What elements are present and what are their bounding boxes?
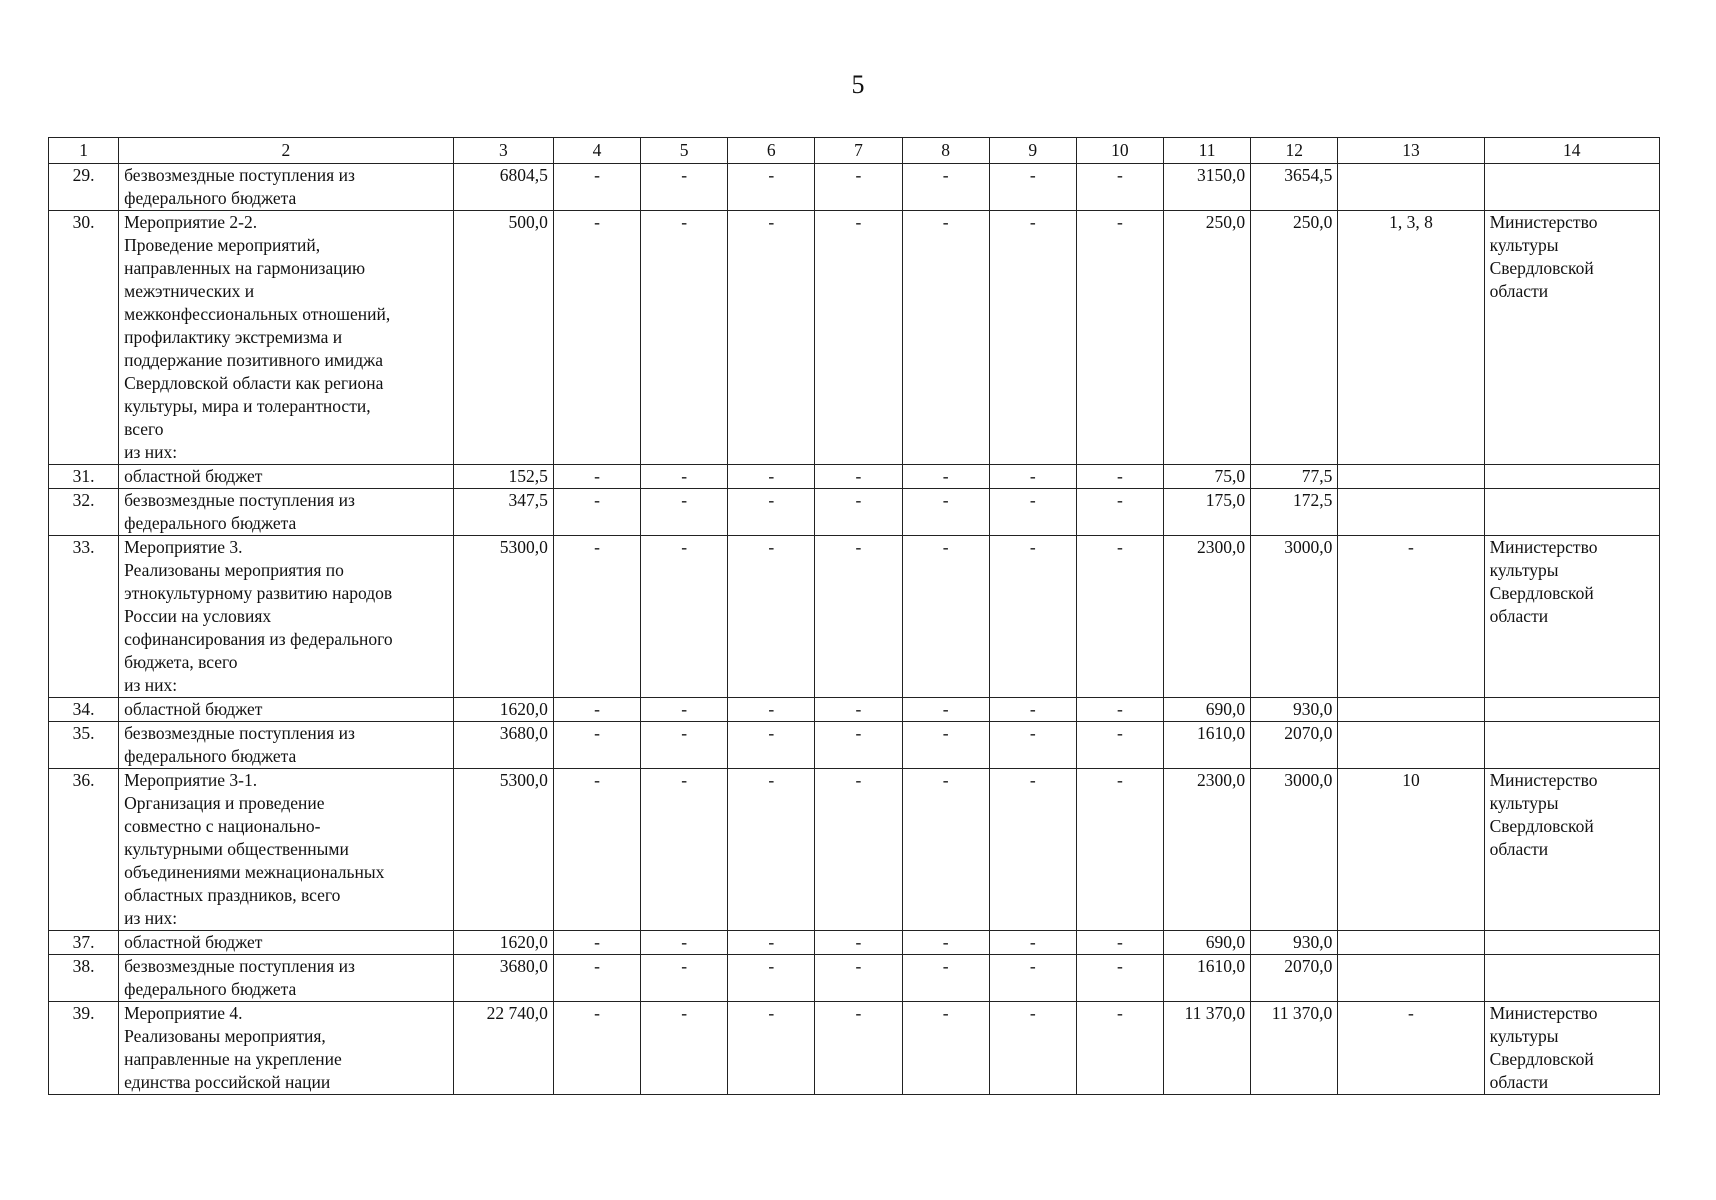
year-cell-c12: 77,5	[1251, 465, 1338, 489]
table-row	[49, 722, 1660, 769]
year-cell-c10: -	[1076, 1002, 1163, 1095]
table-row	[49, 536, 1660, 698]
executor-cell	[1484, 698, 1659, 722]
target-indicator-cell	[1338, 465, 1484, 489]
column-header: 10	[1076, 138, 1163, 164]
year-cell-c7: -	[815, 769, 902, 931]
description-line: Реализованы мероприятия по	[124, 560, 344, 580]
total-cell: 3680,0	[453, 955, 553, 1002]
column-header: 13	[1338, 138, 1484, 164]
description-cell	[119, 769, 454, 931]
description-line: Мероприятие 3-1.	[124, 770, 258, 790]
column-header: 14	[1484, 138, 1659, 164]
target-indicator-cell: -	[1338, 1002, 1484, 1095]
year-cell-c6: -	[728, 769, 815, 931]
description-line: культурными общественными	[124, 839, 349, 859]
year-cell-c12: 3000,0	[1251, 769, 1338, 931]
year-cell-c11: 3150,0	[1164, 164, 1251, 211]
row-number-cell: 29.	[49, 164, 119, 211]
row-number-cell: 38.	[49, 955, 119, 1002]
table-row	[49, 489, 1660, 536]
column-header: 3	[453, 138, 553, 164]
table-row	[49, 164, 1660, 211]
year-cell-c5: -	[641, 769, 728, 931]
description-line: объединениями межнациональных	[124, 862, 385, 882]
year-cell-c9: -	[989, 164, 1076, 211]
table-body	[49, 138, 1660, 1095]
description-line: софинансирования из федерального	[124, 629, 393, 649]
executor-cell	[1484, 489, 1659, 536]
year-cell-c6: -	[728, 698, 815, 722]
column-header: 12	[1251, 138, 1338, 164]
year-cell-c7: -	[815, 164, 902, 211]
description-cell	[119, 211, 454, 465]
executor-cell	[1484, 722, 1659, 769]
total-cell: 1620,0	[453, 698, 553, 722]
description-cell	[119, 931, 454, 955]
description-cell	[119, 465, 454, 489]
table-row	[49, 1002, 1660, 1095]
year-cell-c12: 11 370,0	[1251, 1002, 1338, 1095]
year-cell-c11: 75,0	[1164, 465, 1251, 489]
year-cell-c4: -	[553, 1002, 640, 1095]
year-cell-c5: -	[641, 931, 728, 955]
year-cell-c12: 250,0	[1251, 211, 1338, 465]
year-cell-c10: -	[1076, 698, 1163, 722]
executor-line: Министерство	[1489, 1003, 1598, 1023]
year-cell-c7: -	[815, 698, 902, 722]
year-cell-c11: 2300,0	[1164, 769, 1251, 931]
year-cell-c5: -	[641, 698, 728, 722]
target-indicator-cell: 10	[1338, 769, 1484, 931]
year-cell-c11: 2300,0	[1164, 536, 1251, 698]
year-cell-c11: 175,0	[1164, 489, 1251, 536]
year-cell-c10: -	[1076, 769, 1163, 931]
executor-line: Свердловской	[1489, 1049, 1594, 1069]
year-cell-c8: -	[902, 931, 989, 955]
year-cell-c7: -	[815, 1002, 902, 1095]
year-cell-c9: -	[989, 955, 1076, 1002]
description-cell	[119, 698, 454, 722]
table-row	[49, 465, 1660, 489]
description-line: из них:	[124, 675, 178, 695]
executor-cell	[1484, 955, 1659, 1002]
description-line: поддержание позитивного имиджа	[124, 350, 384, 370]
executor-cell	[1484, 931, 1659, 955]
description-line: Организация и проведение	[124, 793, 325, 813]
year-cell-c9: -	[989, 722, 1076, 769]
total-cell: 5300,0	[453, 769, 553, 931]
year-cell-c10: -	[1076, 489, 1163, 536]
description-line: бюджета, всего	[124, 652, 238, 672]
year-cell-c6: -	[728, 489, 815, 536]
year-cell-c4: -	[553, 465, 640, 489]
year-cell-c4: -	[553, 489, 640, 536]
year-cell-c5: -	[641, 164, 728, 211]
year-cell-c4: -	[553, 769, 640, 931]
column-header: 4	[553, 138, 640, 164]
target-indicator-cell: 1, 3, 8	[1338, 211, 1484, 465]
target-indicator-cell	[1338, 489, 1484, 536]
year-cell-c6: -	[728, 164, 815, 211]
budget-table	[48, 137, 1660, 1095]
column-header: 7	[815, 138, 902, 164]
year-cell-c12: 2070,0	[1251, 722, 1338, 769]
description-line: России на условиях	[124, 606, 272, 626]
description-line: межконфессиональных отношений,	[124, 304, 391, 324]
year-cell-c4: -	[553, 722, 640, 769]
year-cell-c5: -	[641, 489, 728, 536]
year-cell-c5: -	[641, 722, 728, 769]
table-row	[49, 698, 1660, 722]
row-number-cell: 31.	[49, 465, 119, 489]
total-cell: 347,5	[453, 489, 553, 536]
year-cell-c12: 930,0	[1251, 698, 1338, 722]
year-cell-c9: -	[989, 1002, 1076, 1095]
year-cell-c10: -	[1076, 931, 1163, 955]
description-line: Мероприятие 3.	[124, 537, 243, 557]
executor-line: Свердловской	[1489, 816, 1594, 836]
year-cell-c11: 250,0	[1164, 211, 1251, 465]
description-cell	[119, 955, 454, 1002]
table-row	[49, 769, 1660, 931]
year-cell-c5: -	[641, 465, 728, 489]
description-line: областной бюджет	[124, 466, 263, 486]
year-cell-c10: -	[1076, 164, 1163, 211]
description-line: направленные на укрепление	[124, 1049, 342, 1069]
description-cell	[119, 536, 454, 698]
description-line: из них:	[124, 442, 178, 462]
year-cell-c10: -	[1076, 465, 1163, 489]
description-line: безвозмездные поступления из	[124, 490, 355, 510]
executor-line: области	[1489, 606, 1549, 626]
description-line: областных праздников, всего	[124, 885, 341, 905]
year-cell-c4: -	[553, 211, 640, 465]
year-cell-c10: -	[1076, 722, 1163, 769]
description-cell	[119, 164, 454, 211]
executor-line: культуры	[1489, 235, 1559, 255]
executor-cell	[1484, 465, 1659, 489]
year-cell-c5: -	[641, 211, 728, 465]
year-cell-c7: -	[815, 722, 902, 769]
year-cell-c12: 3654,5	[1251, 164, 1338, 211]
description-line: межэтнических и	[124, 281, 255, 301]
description-line: безвозмездные поступления из	[124, 165, 355, 185]
column-header: 5	[641, 138, 728, 164]
year-cell-c5: -	[641, 955, 728, 1002]
year-cell-c4: -	[553, 164, 640, 211]
description-line: Реализованы мероприятия,	[124, 1026, 326, 1046]
description-line: областной бюджет	[124, 699, 263, 719]
year-cell-c8: -	[902, 1002, 989, 1095]
year-cell-c9: -	[989, 536, 1076, 698]
description-line: этнокультурному развитию народов	[124, 583, 393, 603]
year-cell-c8: -	[902, 536, 989, 698]
description-line: федерального бюджета	[124, 188, 297, 208]
year-cell-c6: -	[728, 955, 815, 1002]
executor-line: Министерство	[1489, 770, 1598, 790]
description-line: профилактику экстремизма и	[124, 327, 343, 347]
description-line: федерального бюджета	[124, 513, 297, 533]
column-header: 9	[989, 138, 1076, 164]
description-line: Проведение мероприятий,	[124, 235, 321, 255]
target-indicator-cell	[1338, 931, 1484, 955]
year-cell-c8: -	[902, 465, 989, 489]
description-cell	[119, 722, 454, 769]
year-cell-c8: -	[902, 955, 989, 1002]
description-cell	[119, 1002, 454, 1095]
description-line: областной бюджет	[124, 932, 263, 952]
column-number-row	[49, 138, 1660, 164]
year-cell-c5: -	[641, 1002, 728, 1095]
total-cell: 500,0	[453, 211, 553, 465]
year-cell-c7: -	[815, 489, 902, 536]
year-cell-c4: -	[553, 536, 640, 698]
executor-line: культуры	[1489, 793, 1559, 813]
year-cell-c10: -	[1076, 211, 1163, 465]
year-cell-c9: -	[989, 931, 1076, 955]
row-number-cell: 30.	[49, 211, 119, 465]
row-number-cell: 32.	[49, 489, 119, 536]
column-header: 6	[728, 138, 815, 164]
year-cell-c7: -	[815, 931, 902, 955]
description-line: культуры, мира и толерантности,	[124, 396, 371, 416]
year-cell-c12: 930,0	[1251, 931, 1338, 955]
table-row	[49, 931, 1660, 955]
year-cell-c4: -	[553, 931, 640, 955]
executor-cell	[1484, 164, 1659, 211]
executor-cell	[1484, 769, 1659, 931]
description-line: безвозмездные поступления из	[124, 723, 355, 743]
description-line: безвозмездные поступления из	[124, 956, 355, 976]
page-number: 5	[851, 70, 865, 99]
year-cell-c6: -	[728, 465, 815, 489]
year-cell-c11: 690,0	[1164, 698, 1251, 722]
target-indicator-cell	[1338, 164, 1484, 211]
year-cell-c12: 172,5	[1251, 489, 1338, 536]
description-line: совместно с национально-	[124, 816, 321, 836]
executor-line: области	[1489, 839, 1549, 859]
description-line: федерального бюджета	[124, 979, 297, 999]
description-line: Мероприятие 4.	[124, 1003, 243, 1023]
total-cell: 1620,0	[453, 931, 553, 955]
year-cell-c8: -	[902, 722, 989, 769]
year-cell-c10: -	[1076, 955, 1163, 1002]
executor-line: области	[1489, 1072, 1549, 1092]
year-cell-c9: -	[989, 769, 1076, 931]
description-line: Свердловской области как региона	[124, 373, 384, 393]
target-indicator-cell	[1338, 698, 1484, 722]
executor-line: культуры	[1489, 1026, 1559, 1046]
year-cell-c11: 690,0	[1164, 931, 1251, 955]
year-cell-c7: -	[815, 211, 902, 465]
year-cell-c4: -	[553, 698, 640, 722]
total-cell: 3680,0	[453, 722, 553, 769]
total-cell: 22 740,0	[453, 1002, 553, 1095]
executor-cell	[1484, 536, 1659, 698]
column-header: 2	[119, 138, 454, 164]
total-cell: 6804,5	[453, 164, 553, 211]
year-cell-c11: 11 370,0	[1164, 1002, 1251, 1095]
year-cell-c8: -	[902, 698, 989, 722]
year-cell-c6: -	[728, 211, 815, 465]
year-cell-c4: -	[553, 955, 640, 1002]
executor-line: Министерство	[1489, 537, 1598, 557]
table-row	[49, 955, 1660, 1002]
executor-line: Свердловской	[1489, 583, 1594, 603]
row-number-cell: 34.	[49, 698, 119, 722]
total-cell: 152,5	[453, 465, 553, 489]
total-cell: 5300,0	[453, 536, 553, 698]
year-cell-c11: 1610,0	[1164, 955, 1251, 1002]
year-cell-c10: -	[1076, 536, 1163, 698]
year-cell-c9: -	[989, 465, 1076, 489]
description-line: из них:	[124, 908, 178, 928]
year-cell-c7: -	[815, 536, 902, 698]
row-number-cell: 37.	[49, 931, 119, 955]
year-cell-c12: 3000,0	[1251, 536, 1338, 698]
row-number-cell: 35.	[49, 722, 119, 769]
description-line: направленных на гармонизацию	[124, 258, 366, 278]
row-number-cell: 33.	[49, 536, 119, 698]
year-cell-c5: -	[641, 536, 728, 698]
column-header: 8	[902, 138, 989, 164]
year-cell-c6: -	[728, 931, 815, 955]
row-number-cell: 39.	[49, 1002, 119, 1095]
year-cell-c6: -	[728, 722, 815, 769]
target-indicator-cell	[1338, 722, 1484, 769]
column-header: 11	[1164, 138, 1251, 164]
executor-line: области	[1489, 281, 1549, 301]
year-cell-c6: -	[728, 536, 815, 698]
description-line: всего	[124, 419, 164, 439]
year-cell-c9: -	[989, 489, 1076, 536]
year-cell-c9: -	[989, 698, 1076, 722]
year-cell-c7: -	[815, 465, 902, 489]
year-cell-c6: -	[728, 1002, 815, 1095]
year-cell-c8: -	[902, 211, 989, 465]
executor-line: Министерство	[1489, 212, 1598, 232]
description-line: федерального бюджета	[124, 746, 297, 766]
description-line: единства российской нации	[124, 1072, 331, 1092]
year-cell-c8: -	[902, 489, 989, 536]
description-cell	[119, 489, 454, 536]
target-indicator-cell	[1338, 955, 1484, 1002]
year-cell-c8: -	[902, 164, 989, 211]
description-line: Мероприятие 2-2.	[124, 212, 258, 232]
table-row	[49, 211, 1660, 465]
target-indicator-cell: -	[1338, 536, 1484, 698]
executor-cell	[1484, 1002, 1659, 1095]
executor-cell	[1484, 211, 1659, 465]
year-cell-c11: 1610,0	[1164, 722, 1251, 769]
executor-line: культуры	[1489, 560, 1559, 580]
column-header: 1	[49, 138, 119, 164]
year-cell-c9: -	[989, 211, 1076, 465]
row-number-cell: 36.	[49, 769, 119, 931]
executor-line: Свердловской	[1489, 258, 1594, 278]
year-cell-c7: -	[815, 955, 902, 1002]
year-cell-c12: 2070,0	[1251, 955, 1338, 1002]
year-cell-c8: -	[902, 769, 989, 931]
